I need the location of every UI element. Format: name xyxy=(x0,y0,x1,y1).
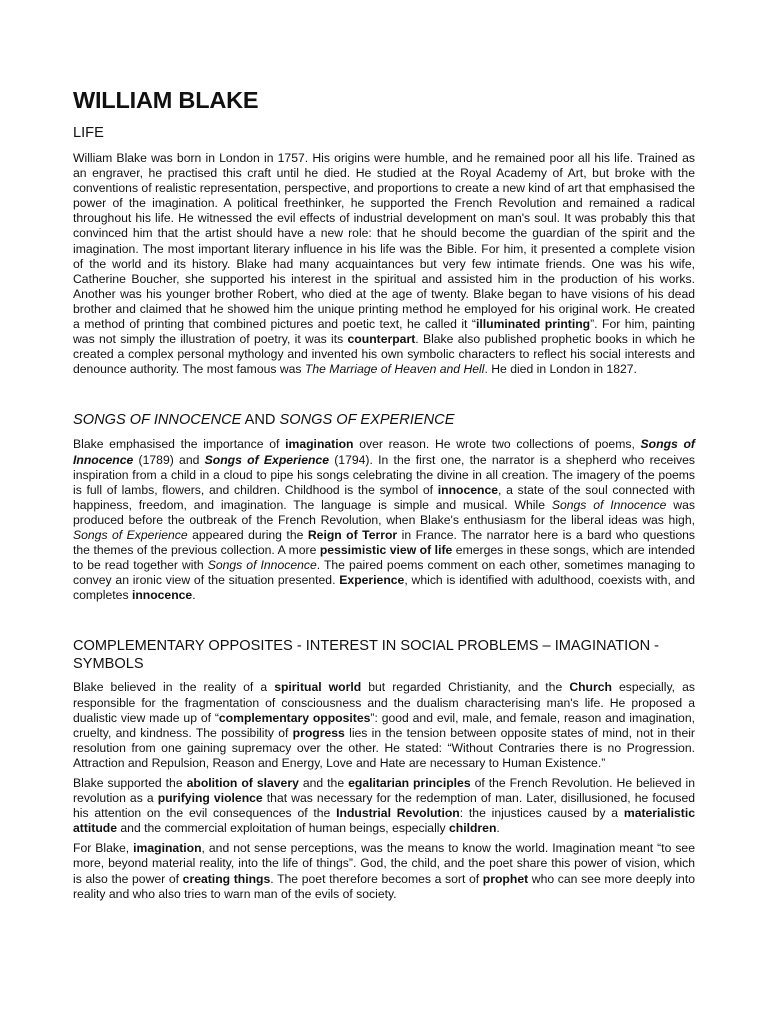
bold-term: spiritual world xyxy=(274,680,362,695)
text: , and not sense perceptions, was the means to know the world. Imagination meant “to see more, beyond material reality, into the life of things”. God, the child, and the poet share this power of vision, which is also the power of xyxy=(73,841,695,886)
section-heading-songs xyxy=(73,411,695,429)
text: of the French Revolution. He believed in revolution as a xyxy=(73,776,695,806)
text: ”: good and evil, male, and female, reason and imagination, cruelty, and kindness. The possibility of xyxy=(73,710,695,740)
text: who can see more deeply into reality and who also tries to warn man of the evils of society. xyxy=(73,871,695,901)
text: , a state of the soul connected with happiness, freedom, and imagination. The language is simple and musical. While xyxy=(73,482,695,512)
bold-term: materialistic attitude xyxy=(73,806,695,836)
bold-term: prophet xyxy=(482,871,529,886)
italic-title: SONGS OF EXPERIENCE xyxy=(279,412,455,429)
text: . He died in London in 1827. xyxy=(484,362,637,377)
section-heading-complementary: COMPLEMENTARY OPPOSITES - INTEREST IN SOCIAL PROBLEMS – IMAGINATION - SYMBOLS xyxy=(73,638,660,673)
bold-term: progress xyxy=(292,725,345,740)
text: , which is identified with adulthood, coexists with, and completes xyxy=(73,573,695,603)
section-heading-life: LIFE xyxy=(73,125,104,141)
text: and the xyxy=(298,776,349,790)
text: For Blake, xyxy=(73,841,134,856)
text: especially, as responsible for the fragmentation of consciousness and the dualism characterising man's life. He proposed a dualistic view made up of “ xyxy=(73,680,695,725)
text: . xyxy=(496,821,500,836)
bold-term: Experience xyxy=(339,573,405,588)
text: Blake believed in the reality of a xyxy=(73,680,275,695)
bold-term: illuminated printing xyxy=(475,317,591,332)
text: William Blake was born in London in 1757. His origins were humble, and he remained poor all his life. Trained as an engraver, he practised this craft until he died. He studied at the Royal Academy of Art, but broke with the conventions of realistic representation, perspective, and proportions to create a new kind of art that emphasised the power of the imagination. A political freethinker, he supported the French Revolution and remained a radical throughout his life. He witnessed the evil effects of industrial development on man's soul. It was probably this that convinced him that the artist should have a new role: that he should become the guardian of the spirit and the imagination. The most important literary influence in his life was the Bible. For him, it presented a complete vision of the world and its history. Blake had many acquaintances but very few intimate friends. One was his wife, Catherine Boucher, she supported his interest in the spiritual and assisted him in the production of his works. Another was his younger brother Robert, who died at the age of twenty. Blake began to have visions of his dead brother and claimed that he showed him the unique printing method he employed for his original work. He created a method of printing that combined pictures and poetic text, he called it “ xyxy=(73,151,695,332)
bold-term: Church xyxy=(569,680,612,695)
text: (1794). In the first one, the narrator is a shepherd who receives inspiration from a child in a cloud to pipe his songs celebrating the divine in all creation. The imagery of the poems is full of lambs, flowers, and children. Childhood is the symbol of xyxy=(73,452,696,497)
italic-title: SONGS OF INNOCENCE xyxy=(73,412,242,429)
page-title: WILLIAM BLAKE xyxy=(73,87,259,113)
bold-term: complementary opposites xyxy=(218,710,371,725)
bold-term: imagination xyxy=(133,841,202,856)
bold-term: egalitarian principles xyxy=(348,776,471,790)
bold-term: creating things xyxy=(182,871,271,886)
italic-title: Songs of Innocence xyxy=(73,437,695,467)
italic-title: The Marriage of Heaven and Hell xyxy=(304,362,485,377)
text: that was necessary for the redemption of man. Later, disillusioned, he focused his attention on the evil consequences of the xyxy=(73,791,696,821)
text: . The paired poems comment on each other, sometimes managing to convey an ironic view of the situation presented. xyxy=(73,558,695,588)
text: ”. For him, painting was not simply the illustration of poetry, it was its xyxy=(73,317,695,347)
bold-term: children xyxy=(448,821,497,836)
bold-term: imagination xyxy=(285,437,354,452)
bold-italic-title xyxy=(205,453,329,467)
bold-term: innocence xyxy=(437,482,499,497)
bold-term: pessimistic view of life xyxy=(319,543,453,558)
italic-title: Songs of Experience xyxy=(204,452,329,467)
text: was produced before the outbreak of the French Revolution, when Blake's enthusiasm for the liberal ideas was high, xyxy=(73,497,695,527)
bold-term: innocence xyxy=(131,588,193,603)
text: lies in the tension between opposite states of mind, not in their resolution from one gaining supremacy over the other. He stated: “Without Contraries there is no Progression. Attraction and Repulsion, Reason and Energy, Love and Hate are necessary to Human Existence.” xyxy=(73,725,695,770)
text: (1789) and xyxy=(133,452,205,467)
bold-term: Reign of Terror xyxy=(307,527,398,542)
paragraph-complementary-opposites xyxy=(73,680,695,771)
paragraph-songs xyxy=(73,437,695,603)
text: over reason. He wrote two collections of poems, xyxy=(353,437,641,452)
text: AND xyxy=(241,412,280,429)
italic-title: Songs of Innocence xyxy=(207,558,317,573)
bold-term: counterpart xyxy=(347,332,416,347)
text: in France. The narrator here is a bard who questions the themes of the previous collection. A more xyxy=(73,527,696,558)
text: . xyxy=(192,588,196,603)
text: and the commercial exploitation of human beings, especially xyxy=(117,821,449,836)
text: . The poet therefore becomes a sort of xyxy=(270,871,483,886)
paragraph-life xyxy=(73,151,695,377)
bold-term: purifying violence xyxy=(157,791,263,806)
text: Blake supported the xyxy=(73,776,187,790)
text: Blake emphasised the importance of xyxy=(73,437,286,452)
paragraph-imagination xyxy=(73,841,695,901)
text: : the injustices caused by a xyxy=(459,806,624,821)
text: emerges in these songs, which are intended to be read together with xyxy=(73,543,695,573)
italic-title: Songs of Experience xyxy=(73,527,188,542)
document-body xyxy=(73,86,695,902)
text: appeared during the xyxy=(187,527,308,542)
bold-term: abolition of slavery xyxy=(186,776,299,790)
bold-term: Industrial Revolution xyxy=(336,806,460,821)
paragraph-social-problems xyxy=(73,776,695,836)
italic-title: Songs of Innocence xyxy=(551,497,667,512)
text: but regarded Christianity, and the xyxy=(361,680,570,695)
text: . Blake also published prophetic books in which he created a complex personal mythology and invented his own symbolic characters to reflect his social interests and denounce authority. The most famous was xyxy=(73,332,695,377)
